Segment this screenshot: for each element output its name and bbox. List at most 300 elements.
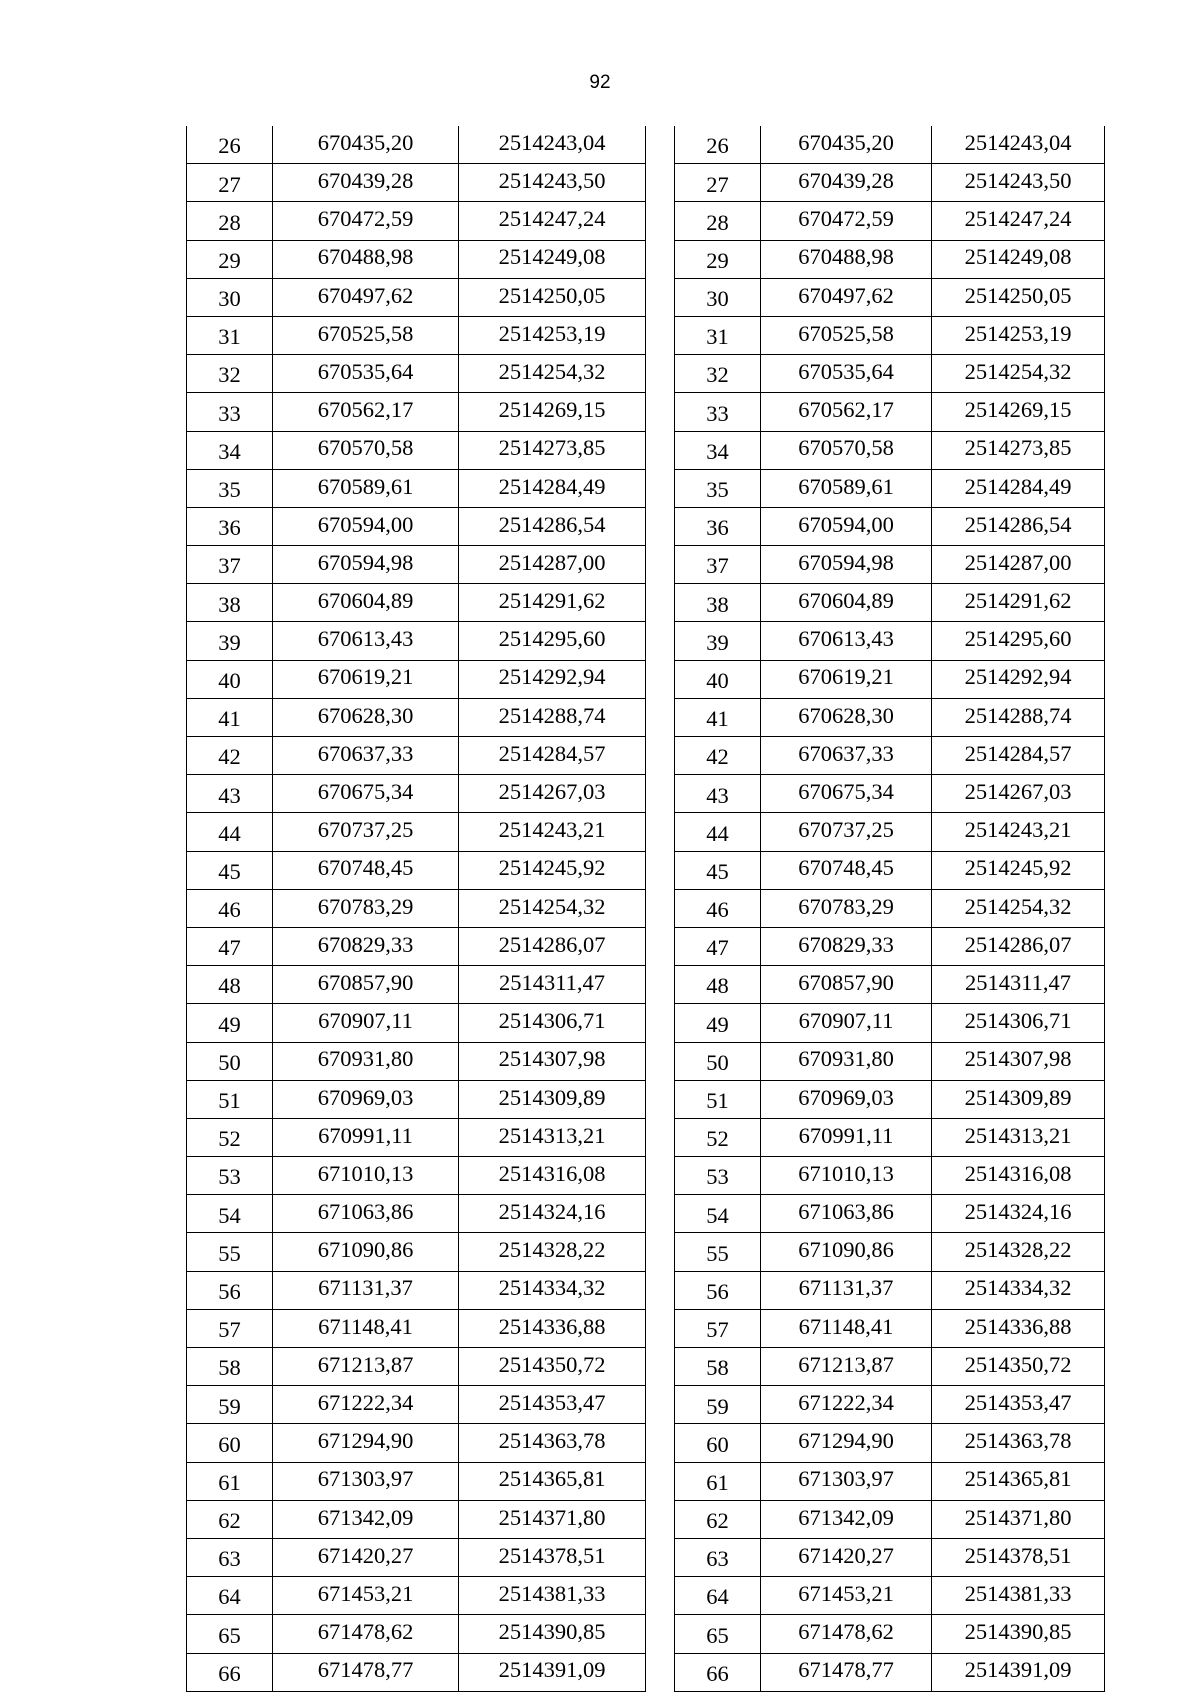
table-row	[675, 1462, 1105, 1500]
point-number-cell: 62	[675, 1500, 761, 1538]
point-number-cell: 52	[675, 1118, 761, 1156]
point-number-cell: 60	[187, 1424, 273, 1462]
point-number-cell: 31	[187, 316, 273, 354]
table-row	[675, 393, 1105, 431]
y-coordinate-cell: 2514371,80	[459, 1500, 646, 1538]
table-row	[187, 546, 646, 584]
table-row	[187, 164, 646, 202]
x-coordinate-cell: 670613,43	[273, 622, 459, 660]
table-row	[675, 469, 1105, 507]
point-number-cell: 37	[675, 546, 761, 584]
x-coordinate-cell: 671148,41	[273, 1309, 459, 1347]
x-coordinate-cell: 670675,34	[273, 775, 459, 813]
point-number-cell: 66	[187, 1653, 273, 1691]
y-coordinate-cell: 2514288,74	[932, 698, 1105, 736]
point-number-cell: 34	[675, 431, 761, 469]
y-coordinate-cell: 2514311,47	[932, 966, 1105, 1004]
y-coordinate-cell: 2514324,16	[459, 1195, 646, 1233]
x-coordinate-cell: 670589,61	[761, 469, 932, 507]
point-number-cell: 45	[675, 851, 761, 889]
table-row	[187, 813, 646, 851]
table-row	[187, 660, 646, 698]
table-row	[675, 1004, 1105, 1042]
x-coordinate-cell: 671453,21	[273, 1577, 459, 1615]
x-coordinate-cell: 670675,34	[761, 775, 932, 813]
y-coordinate-cell: 2514267,03	[459, 775, 646, 813]
y-coordinate-cell: 2514353,47	[932, 1386, 1105, 1424]
point-number-cell: 61	[675, 1462, 761, 1500]
x-coordinate-cell: 671478,77	[761, 1653, 932, 1691]
table-row	[187, 584, 646, 622]
y-coordinate-cell: 2514243,04	[459, 126, 646, 164]
table-row	[675, 1309, 1105, 1347]
x-coordinate-cell: 670737,25	[273, 813, 459, 851]
y-coordinate-cell: 2514249,08	[932, 240, 1105, 278]
x-coordinate-cell: 670562,17	[273, 393, 459, 431]
table-row	[675, 737, 1105, 775]
table-row	[187, 1615, 646, 1653]
x-coordinate-cell: 671090,86	[273, 1233, 459, 1271]
y-coordinate-cell: 2514381,33	[932, 1577, 1105, 1615]
x-coordinate-cell: 670931,80	[761, 1042, 932, 1080]
x-coordinate-cell: 670907,11	[273, 1004, 459, 1042]
x-coordinate-cell: 670497,62	[761, 278, 932, 316]
x-coordinate-cell: 671453,21	[761, 1577, 932, 1615]
y-coordinate-cell: 2514286,54	[459, 507, 646, 545]
point-number-cell: 65	[675, 1615, 761, 1653]
table-row	[675, 889, 1105, 927]
table-body	[675, 126, 1105, 1691]
y-coordinate-cell: 2514381,33	[459, 1577, 646, 1615]
table-row	[187, 1042, 646, 1080]
y-coordinate-cell: 2514378,51	[932, 1538, 1105, 1576]
x-coordinate-cell: 670594,00	[273, 507, 459, 545]
y-coordinate-cell: 2514254,32	[459, 355, 646, 393]
table-row	[187, 1348, 646, 1386]
y-coordinate-cell: 2514336,88	[459, 1309, 646, 1347]
y-coordinate-cell: 2514371,80	[932, 1500, 1105, 1538]
table-row	[187, 1118, 646, 1156]
x-coordinate-cell: 671294,90	[273, 1424, 459, 1462]
x-coordinate-cell: 670594,00	[761, 507, 932, 545]
table-row	[187, 775, 646, 813]
table-row	[675, 775, 1105, 813]
y-coordinate-cell: 2514284,57	[459, 737, 646, 775]
y-coordinate-cell: 2514284,49	[932, 469, 1105, 507]
table-row	[187, 431, 646, 469]
table-row	[675, 431, 1105, 469]
y-coordinate-cell: 2514249,08	[459, 240, 646, 278]
point-number-cell: 40	[675, 660, 761, 698]
point-number-cell: 33	[187, 393, 273, 431]
y-coordinate-cell: 2514307,98	[459, 1042, 646, 1080]
y-coordinate-cell: 2514391,09	[932, 1653, 1105, 1691]
y-coordinate-cell: 2514247,24	[932, 202, 1105, 240]
point-number-cell: 32	[187, 355, 273, 393]
point-number-cell: 63	[187, 1538, 273, 1576]
y-coordinate-cell: 2514286,07	[459, 927, 646, 965]
y-coordinate-cell: 2514250,05	[932, 278, 1105, 316]
x-coordinate-cell: 671478,77	[273, 1653, 459, 1691]
x-coordinate-cell: 670829,33	[761, 927, 932, 965]
y-coordinate-cell: 2514309,89	[459, 1080, 646, 1118]
y-coordinate-cell: 2514291,62	[932, 584, 1105, 622]
point-number-cell: 65	[187, 1615, 273, 1653]
y-coordinate-cell: 2514363,78	[459, 1424, 646, 1462]
point-number-cell: 35	[187, 469, 273, 507]
table-row	[187, 202, 646, 240]
table-row	[187, 851, 646, 889]
x-coordinate-cell: 670570,58	[273, 431, 459, 469]
x-coordinate-cell: 670589,61	[273, 469, 459, 507]
x-coordinate-cell: 671090,86	[761, 1233, 932, 1271]
x-coordinate-cell: 670435,20	[761, 126, 932, 164]
y-coordinate-cell: 2514267,03	[932, 775, 1105, 813]
point-number-cell: 56	[187, 1271, 273, 1309]
x-coordinate-cell: 670748,45	[273, 851, 459, 889]
x-coordinate-cell: 671063,86	[273, 1195, 459, 1233]
point-number-cell: 55	[187, 1233, 273, 1271]
point-number-cell: 50	[675, 1042, 761, 1080]
y-coordinate-cell: 2514306,71	[459, 1004, 646, 1042]
y-coordinate-cell: 2514250,05	[459, 278, 646, 316]
point-number-cell: 49	[187, 1004, 273, 1042]
x-coordinate-cell: 671010,13	[761, 1157, 932, 1195]
table-row	[675, 1424, 1105, 1462]
point-number-cell: 54	[675, 1195, 761, 1233]
y-coordinate-cell: 2514313,21	[459, 1118, 646, 1156]
y-coordinate-cell: 2514245,92	[932, 851, 1105, 889]
x-coordinate-cell: 670525,58	[273, 316, 459, 354]
x-coordinate-cell: 670604,89	[761, 584, 932, 622]
point-number-cell: 44	[187, 813, 273, 851]
x-coordinate-cell: 670969,03	[273, 1080, 459, 1118]
y-coordinate-cell: 2514284,49	[459, 469, 646, 507]
y-coordinate-cell: 2514292,94	[459, 660, 646, 698]
table-row	[187, 1538, 646, 1576]
x-coordinate-cell: 671213,87	[761, 1348, 932, 1386]
point-number-cell: 27	[675, 164, 761, 202]
point-number-cell: 47	[187, 927, 273, 965]
y-coordinate-cell: 2514292,94	[932, 660, 1105, 698]
table-row	[675, 622, 1105, 660]
x-coordinate-cell: 671131,37	[761, 1271, 932, 1309]
y-coordinate-cell: 2514295,60	[932, 622, 1105, 660]
x-coordinate-cell: 671222,34	[273, 1386, 459, 1424]
table-row	[675, 927, 1105, 965]
point-number-cell: 38	[675, 584, 761, 622]
table-row	[187, 1080, 646, 1118]
table-row	[187, 1271, 646, 1309]
x-coordinate-cell: 670604,89	[273, 584, 459, 622]
x-coordinate-cell: 671303,97	[273, 1462, 459, 1500]
table-row	[187, 469, 646, 507]
y-coordinate-cell: 2514243,50	[932, 164, 1105, 202]
point-number-cell: 50	[187, 1042, 273, 1080]
y-coordinate-cell: 2514365,81	[932, 1462, 1105, 1500]
y-coordinate-cell: 2514295,60	[459, 622, 646, 660]
y-coordinate-cell: 2514243,50	[459, 164, 646, 202]
point-number-cell: 46	[187, 889, 273, 927]
table-row	[675, 1080, 1105, 1118]
y-coordinate-cell: 2514328,22	[932, 1233, 1105, 1271]
y-coordinate-cell: 2514390,85	[932, 1615, 1105, 1653]
point-number-cell: 36	[187, 507, 273, 545]
x-coordinate-cell: 671148,41	[761, 1309, 932, 1347]
x-coordinate-cell: 670637,33	[761, 737, 932, 775]
table-row	[675, 698, 1105, 736]
point-number-cell: 61	[187, 1462, 273, 1500]
point-number-cell: 42	[675, 737, 761, 775]
x-coordinate-cell: 670562,17	[761, 393, 932, 431]
y-coordinate-cell: 2514363,78	[932, 1424, 1105, 1462]
x-coordinate-cell: 671294,90	[761, 1424, 932, 1462]
table-row	[187, 278, 646, 316]
y-coordinate-cell: 2514243,04	[932, 126, 1105, 164]
point-number-cell: 35	[675, 469, 761, 507]
point-number-cell: 57	[675, 1309, 761, 1347]
point-number-cell: 39	[187, 622, 273, 660]
table-row	[675, 316, 1105, 354]
table-row	[187, 1233, 646, 1271]
coordinates-table-right	[674, 126, 1105, 1692]
y-coordinate-cell: 2514254,32	[932, 355, 1105, 393]
table-row	[675, 584, 1105, 622]
y-coordinate-cell: 2514287,00	[932, 546, 1105, 584]
table-row	[675, 240, 1105, 278]
table-body	[187, 126, 646, 1691]
x-coordinate-cell: 670613,43	[761, 622, 932, 660]
point-number-cell: 26	[675, 126, 761, 164]
x-coordinate-cell: 671342,09	[273, 1500, 459, 1538]
point-number-cell: 62	[187, 1500, 273, 1538]
y-coordinate-cell: 2514269,15	[932, 393, 1105, 431]
y-coordinate-cell: 2514309,89	[932, 1080, 1105, 1118]
table-row	[675, 1653, 1105, 1691]
y-coordinate-cell: 2514324,16	[932, 1195, 1105, 1233]
y-coordinate-cell: 2514313,21	[932, 1118, 1105, 1156]
x-coordinate-cell: 670783,29	[273, 889, 459, 927]
point-number-cell: 28	[675, 202, 761, 240]
y-coordinate-cell: 2514273,85	[459, 431, 646, 469]
table-row	[675, 278, 1105, 316]
point-number-cell: 36	[675, 507, 761, 545]
x-coordinate-cell: 671420,27	[273, 1538, 459, 1576]
y-coordinate-cell: 2514288,74	[459, 698, 646, 736]
table-row	[675, 851, 1105, 889]
table-row	[675, 355, 1105, 393]
table-row	[187, 1424, 646, 1462]
point-number-cell: 53	[675, 1157, 761, 1195]
table-row	[675, 1195, 1105, 1233]
point-number-cell: 28	[187, 202, 273, 240]
point-number-cell: 55	[675, 1233, 761, 1271]
table-row	[187, 1653, 646, 1691]
y-coordinate-cell: 2514334,32	[459, 1271, 646, 1309]
y-coordinate-cell: 2514316,08	[932, 1157, 1105, 1195]
table-row	[675, 126, 1105, 164]
table-row	[187, 737, 646, 775]
x-coordinate-cell: 670535,64	[273, 355, 459, 393]
table-row	[675, 1118, 1105, 1156]
point-number-cell: 56	[675, 1271, 761, 1309]
point-number-cell: 42	[187, 737, 273, 775]
x-coordinate-cell: 670435,20	[273, 126, 459, 164]
point-number-cell: 49	[675, 1004, 761, 1042]
y-coordinate-cell: 2514316,08	[459, 1157, 646, 1195]
x-coordinate-cell: 671342,09	[761, 1500, 932, 1538]
table-row	[675, 1538, 1105, 1576]
y-coordinate-cell: 2514284,57	[932, 737, 1105, 775]
y-coordinate-cell: 2514307,98	[932, 1042, 1105, 1080]
y-coordinate-cell: 2514378,51	[459, 1538, 646, 1576]
point-number-cell: 29	[675, 240, 761, 278]
table-row	[675, 1042, 1105, 1080]
table-row	[187, 240, 646, 278]
table-row	[187, 1500, 646, 1538]
y-coordinate-cell: 2514243,21	[932, 813, 1105, 851]
x-coordinate-cell: 670439,28	[761, 164, 932, 202]
table-row	[187, 1577, 646, 1615]
point-number-cell: 38	[187, 584, 273, 622]
point-number-cell: 64	[187, 1577, 273, 1615]
x-coordinate-cell: 671222,34	[761, 1386, 932, 1424]
table-row	[187, 1004, 646, 1042]
y-coordinate-cell: 2514350,72	[459, 1348, 646, 1386]
x-coordinate-cell: 670748,45	[761, 851, 932, 889]
point-number-cell: 41	[675, 698, 761, 736]
table-row	[675, 813, 1105, 851]
point-number-cell: 64	[675, 1577, 761, 1615]
point-number-cell: 66	[675, 1653, 761, 1691]
point-number-cell: 46	[675, 889, 761, 927]
table-row	[675, 1386, 1105, 1424]
x-coordinate-cell: 670439,28	[273, 164, 459, 202]
table-row	[675, 164, 1105, 202]
y-coordinate-cell: 2514390,85	[459, 1615, 646, 1653]
y-coordinate-cell: 2514328,22	[459, 1233, 646, 1271]
table-row	[187, 316, 646, 354]
table-row	[675, 1233, 1105, 1271]
y-coordinate-cell: 2514391,09	[459, 1653, 646, 1691]
y-coordinate-cell: 2514243,21	[459, 813, 646, 851]
page-number: 92	[589, 72, 611, 93]
point-number-cell: 59	[675, 1386, 761, 1424]
table-row	[187, 622, 646, 660]
table-row	[187, 698, 646, 736]
x-coordinate-cell: 670637,33	[273, 737, 459, 775]
point-number-cell: 39	[675, 622, 761, 660]
y-coordinate-cell: 2514336,88	[932, 1309, 1105, 1347]
table-row	[675, 1348, 1105, 1386]
point-number-cell: 60	[675, 1424, 761, 1462]
x-coordinate-cell: 670931,80	[273, 1042, 459, 1080]
x-coordinate-cell: 670628,30	[761, 698, 932, 736]
x-coordinate-cell: 671131,37	[273, 1271, 459, 1309]
y-coordinate-cell: 2514269,15	[459, 393, 646, 431]
table-row	[675, 202, 1105, 240]
y-coordinate-cell: 2514247,24	[459, 202, 646, 240]
y-coordinate-cell: 2514253,19	[459, 316, 646, 354]
table-row	[187, 355, 646, 393]
x-coordinate-cell: 671010,13	[273, 1157, 459, 1195]
point-number-cell: 34	[187, 431, 273, 469]
point-number-cell: 47	[675, 927, 761, 965]
point-number-cell: 59	[187, 1386, 273, 1424]
point-number-cell: 30	[675, 278, 761, 316]
x-coordinate-cell: 671478,62	[273, 1615, 459, 1653]
y-coordinate-cell: 2514286,07	[932, 927, 1105, 965]
table-row	[187, 393, 646, 431]
point-number-cell: 63	[675, 1538, 761, 1576]
table-row	[675, 966, 1105, 1004]
x-coordinate-cell: 670737,25	[761, 813, 932, 851]
point-number-cell: 31	[675, 316, 761, 354]
x-coordinate-cell: 670969,03	[761, 1080, 932, 1118]
point-number-cell: 58	[675, 1348, 761, 1386]
x-coordinate-cell: 670570,58	[761, 431, 932, 469]
coordinates-table-left	[186, 126, 646, 1692]
y-coordinate-cell: 2514306,71	[932, 1004, 1105, 1042]
point-number-cell: 54	[187, 1195, 273, 1233]
x-coordinate-cell: 670535,64	[761, 355, 932, 393]
table-row	[675, 1577, 1105, 1615]
x-coordinate-cell: 670628,30	[273, 698, 459, 736]
table-row	[187, 1309, 646, 1347]
point-number-cell: 26	[187, 126, 273, 164]
table-row	[187, 927, 646, 965]
x-coordinate-cell: 670594,98	[273, 546, 459, 584]
x-coordinate-cell: 670829,33	[273, 927, 459, 965]
point-number-cell: 52	[187, 1118, 273, 1156]
y-coordinate-cell: 2514254,32	[459, 889, 646, 927]
point-number-cell: 37	[187, 546, 273, 584]
y-coordinate-cell: 2514254,32	[932, 889, 1105, 927]
x-coordinate-cell: 670991,11	[761, 1118, 932, 1156]
x-coordinate-cell: 670497,62	[273, 278, 459, 316]
table-row	[675, 1500, 1105, 1538]
point-number-cell: 30	[187, 278, 273, 316]
point-number-cell: 57	[187, 1309, 273, 1347]
x-coordinate-cell: 670907,11	[761, 1004, 932, 1042]
y-coordinate-cell: 2514291,62	[459, 584, 646, 622]
x-coordinate-cell: 670857,90	[761, 966, 932, 1004]
table-row	[675, 1615, 1105, 1653]
point-number-cell: 51	[187, 1080, 273, 1118]
table-row	[187, 889, 646, 927]
point-number-cell: 45	[187, 851, 273, 889]
point-number-cell: 58	[187, 1348, 273, 1386]
y-coordinate-cell: 2514353,47	[459, 1386, 646, 1424]
table-row	[675, 660, 1105, 698]
table-row	[187, 966, 646, 1004]
x-coordinate-cell: 671213,87	[273, 1348, 459, 1386]
point-number-cell: 53	[187, 1157, 273, 1195]
x-coordinate-cell: 671420,27	[761, 1538, 932, 1576]
table-row	[675, 546, 1105, 584]
y-coordinate-cell: 2514286,54	[932, 507, 1105, 545]
x-coordinate-cell: 670525,58	[761, 316, 932, 354]
point-number-cell: 33	[675, 393, 761, 431]
y-coordinate-cell: 2514245,92	[459, 851, 646, 889]
x-coordinate-cell: 670488,98	[761, 240, 932, 278]
table-row	[187, 1157, 646, 1195]
y-coordinate-cell: 2514311,47	[459, 966, 646, 1004]
y-coordinate-cell: 2514365,81	[459, 1462, 646, 1500]
x-coordinate-cell: 670594,98	[761, 546, 932, 584]
point-number-cell: 27	[187, 164, 273, 202]
x-coordinate-cell: 670472,59	[273, 202, 459, 240]
